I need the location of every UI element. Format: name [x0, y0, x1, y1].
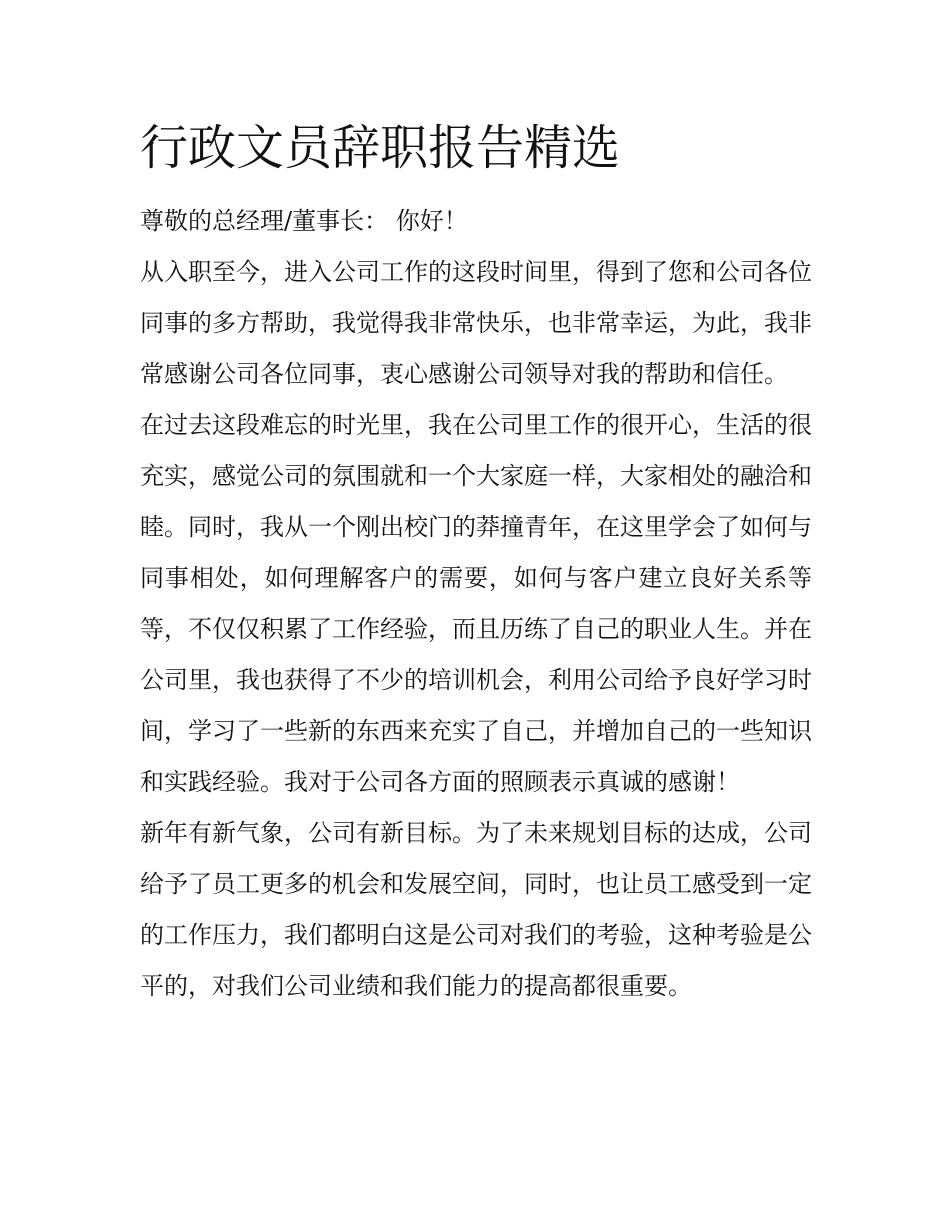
paragraph-1: 从入职至今，进入公司工作的这段时间里，得到了您和公司各位同事的多方帮助，我觉得我非常快乐，也非常幸运，为此，我非常感谢公司各位同事，衷心感谢公司领导对我的帮助和信任。: [140, 258, 812, 388]
paragraph-3: 新年有新气象，公司有新目标。为了未来规划目标的达成，公司给予了员工更多的机会和发展空间，同时，也让员工感受到一定的工作压力，我们都明白这是公司对我们的考验，这种考验是公平的，对我们公司业绩和我们能力的提高都很重要。: [140, 819, 812, 1000]
paragraph-2: 在过去这段难忘的时光里，我在公司里工作的很开心，生活的很充实，感觉公司的氛围就和一个大家庭一样，大家相处的融洽和睦。同时，我从一个刚出校门的莽撞青年，在这里学会了如何与同事相处，如何理解客户的需要，如何与客户建立良好关系等等，不仅仅积累了工作经验，而且历练了自己的职业人生。并在公司里，我也获得了不少的培训机会，利用公司给予良好学习时间，学习了一些新的东西来充实了自己，并增加自己的一些知识和实践经验。我对于公司各方面的照顾表示真诚的感谢！: [140, 411, 812, 796]
document-title: 行政文员辞职报告精选: [140, 120, 621, 176]
document-body: [140, 196, 812, 1012]
greeting-line: 尊敬的总经理/董事长： 你好！: [140, 207, 468, 235]
